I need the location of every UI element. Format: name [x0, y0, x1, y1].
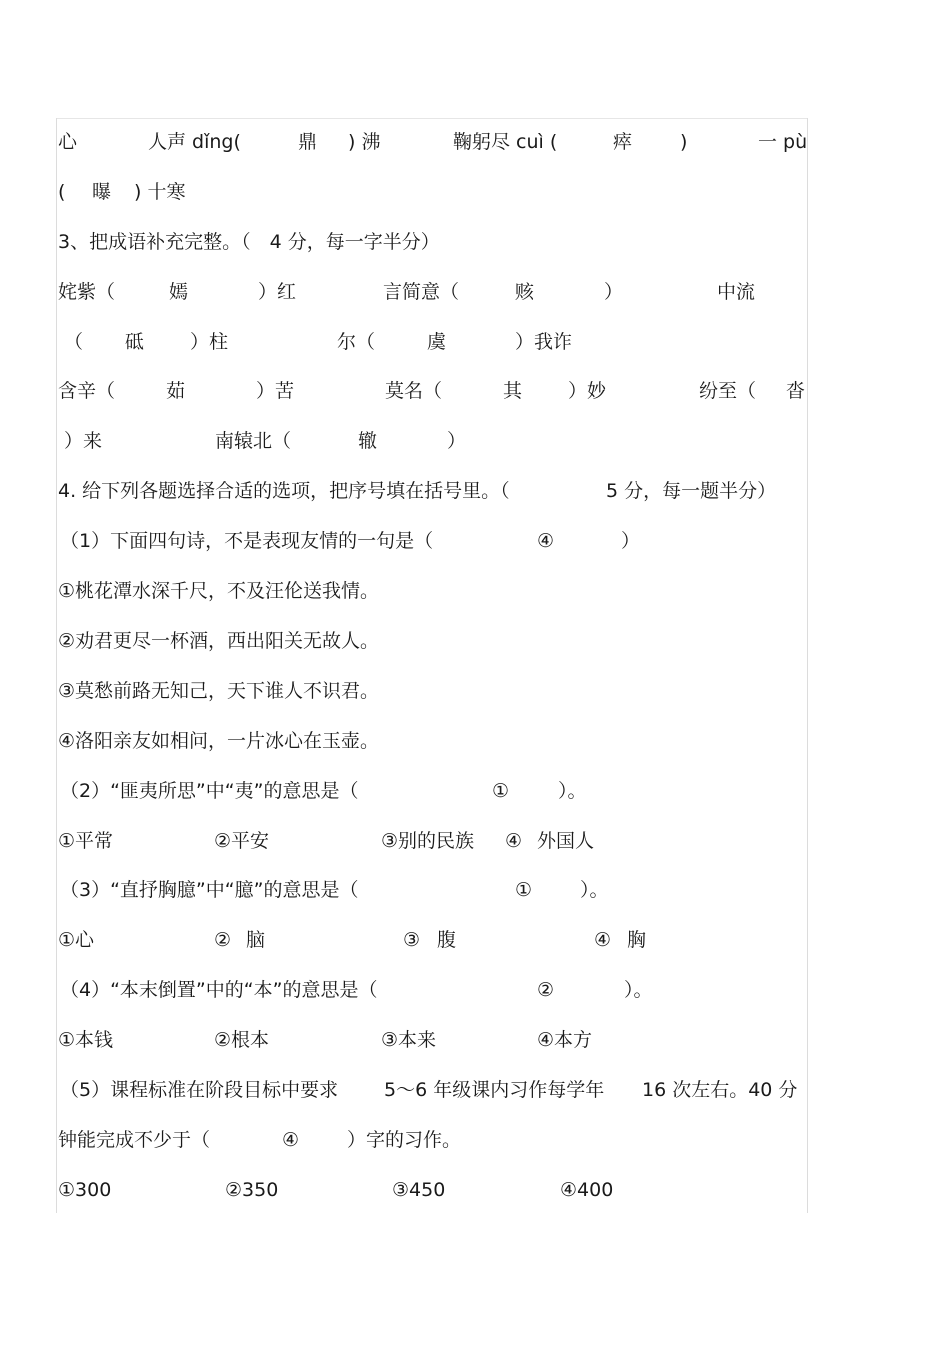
text-fragment: ） — [621, 530, 641, 552]
option-text: 胸 — [627, 929, 647, 951]
text-fragment: ）。 — [558, 780, 587, 802]
text-fragment: ）柱 — [190, 331, 229, 353]
text-fragment: ）来 — [64, 430, 103, 452]
idiom-pinyin-line-1 — [58, 127, 810, 157]
sub-question-text: 5～6 年级课内习作每学年 — [384, 1079, 605, 1101]
option-text: ③450 — [392, 1179, 446, 1201]
option-line — [58, 626, 810, 656]
text-fragment: ) — [680, 131, 688, 153]
answer-text: 辙 — [358, 430, 378, 452]
option-text: ③莫愁前路无知己，天下谁人不识君。 — [58, 680, 380, 702]
option-text: ③ — [403, 929, 421, 951]
text-fragment: （ — [64, 331, 84, 353]
text-fragment: ( — [58, 181, 66, 203]
idiom-fill-line-3 — [58, 376, 810, 406]
text-fragment: 南辕北（ — [215, 430, 292, 452]
idiom-pinyin-line-2 — [58, 177, 810, 207]
text-fragment: ）。 — [624, 979, 653, 1001]
answer-text: 砥 — [125, 331, 145, 353]
answer-text: 曝 — [92, 181, 112, 203]
option-text: ②350 — [225, 1179, 279, 1201]
option-text: ①平常 — [58, 830, 114, 852]
sub-question-text: （1）下面四句诗，不是表现友情的一句是（ — [60, 530, 434, 552]
text-fragment: ）妙 — [568, 380, 607, 402]
text-fragment: ) 十寒 — [134, 181, 186, 203]
text-fragment: 心 — [58, 131, 78, 153]
option-text: ①本钱 — [58, 1029, 114, 1051]
option-text: 脑 — [246, 929, 266, 951]
text-fragment: 纷至（ — [699, 380, 757, 402]
text-fragment: 姹紫（ — [58, 281, 116, 303]
text-fragment: 鞠躬尽 cuì ( — [453, 131, 558, 153]
text-fragment: ) 沸 — [348, 131, 381, 153]
sub-question-1 — [58, 526, 810, 556]
text-fragment: 尔（ — [337, 331, 376, 353]
question-score: 5 分，每一题半分） — [606, 480, 777, 502]
option-text: ④400 — [560, 1179, 614, 1201]
option-text: 外国人 — [537, 830, 595, 852]
sub-question-text: 16 次左右。40 分 — [642, 1079, 798, 1101]
idiom-fill-line-1 — [58, 277, 810, 307]
text-fragment: 一 pù — [758, 131, 808, 153]
option-line — [58, 676, 810, 706]
option-text: ④ — [505, 830, 523, 852]
answer-text: ④ — [537, 530, 555, 552]
answer-text: ① — [515, 879, 533, 901]
option-text: ④本方 — [537, 1029, 593, 1051]
option-text: ①心 — [58, 929, 95, 951]
idiom-fill-line-2 — [58, 327, 810, 357]
sub-question-text: （5）课程标准在阶段目标中要求 — [60, 1079, 339, 1101]
answer-text: 其 — [503, 380, 523, 402]
option-line — [58, 726, 810, 756]
sub-question-3 — [58, 875, 810, 905]
sub-question-text: （4）“本末倒置”中的“本”的意思是（ — [60, 979, 378, 1001]
text-fragment: 言简意（ — [383, 281, 460, 303]
option-text: ④ — [594, 929, 612, 951]
option-text: ②平安 — [214, 830, 270, 852]
sub-question-5 — [58, 1075, 810, 1105]
option-text: ② — [214, 929, 232, 951]
answer-text: 嫣 — [169, 281, 189, 303]
option-text: ①桃花潭水深千尺，不及汪伦送我情。 — [58, 580, 380, 602]
answer-text: 瘁 — [613, 131, 633, 153]
idiom-fill-line-4 — [58, 426, 810, 456]
text-fragment: ）字的习作。 — [347, 1129, 462, 1151]
answer-text: 茹 — [166, 380, 186, 402]
sub-question-text: （2）“匪夷所思”中“夷”的意思是（ — [60, 780, 359, 802]
option-line — [58, 1025, 810, 1055]
question-title: 3、把成语补充完整。（ 4 分，每一字半分） — [58, 231, 440, 253]
option-text: ④洛阳亲友如相问，一片冰心在玉壶。 — [58, 730, 380, 752]
option-text: ②劝君更尽一杯酒，西出阳关无故人。 — [58, 630, 380, 652]
text-fragment: 人声 dǐng( — [148, 131, 241, 153]
text-fragment: ）。 — [580, 879, 609, 901]
answer-text: 赅 — [515, 281, 535, 303]
answer-text: ④ — [282, 1129, 300, 1151]
text-fragment: ）红 — [258, 281, 297, 303]
text-fragment: ） — [447, 430, 467, 452]
text-fragment: ） — [604, 281, 624, 303]
text-fragment: 中流 — [717, 281, 756, 303]
sub-question-text: （3）“直抒胸臆”中“臆”的意思是（ — [60, 879, 359, 901]
sub-question-4 — [58, 975, 810, 1005]
sub-question-2 — [58, 776, 810, 806]
option-line — [58, 1175, 810, 1205]
option-text: ①300 — [58, 1179, 112, 1201]
option-text: ③别的民族 — [381, 830, 475, 852]
answer-text: 虞 — [427, 331, 447, 353]
question-3-heading — [58, 227, 810, 257]
option-line — [58, 925, 810, 955]
option-text: ③本来 — [381, 1029, 437, 1051]
sub-question-text: 钟能完成不少于（ — [58, 1129, 211, 1151]
option-line — [58, 576, 810, 606]
question-4-heading — [58, 476, 810, 506]
answer-text: 鼎 — [298, 131, 318, 153]
sub-question-5-cont — [58, 1125, 810, 1155]
option-text: ②根本 — [214, 1029, 270, 1051]
option-line — [58, 826, 810, 856]
question-title: 4. 给下列各题选择合适的选项，把序号填在括号里。（ — [58, 480, 510, 502]
answer-text: 沓 — [786, 380, 806, 402]
text-fragment: 含辛（ — [58, 380, 116, 402]
answer-text: ① — [492, 780, 510, 802]
text-fragment: ）我诈 — [515, 331, 573, 353]
text-fragment: 莫名（ — [385, 380, 443, 402]
answer-text: ② — [537, 979, 555, 1001]
text-fragment: ）苦 — [256, 380, 295, 402]
page-border-top — [56, 118, 808, 119]
option-text: 腹 — [437, 929, 457, 951]
page-border-left — [56, 118, 57, 1213]
